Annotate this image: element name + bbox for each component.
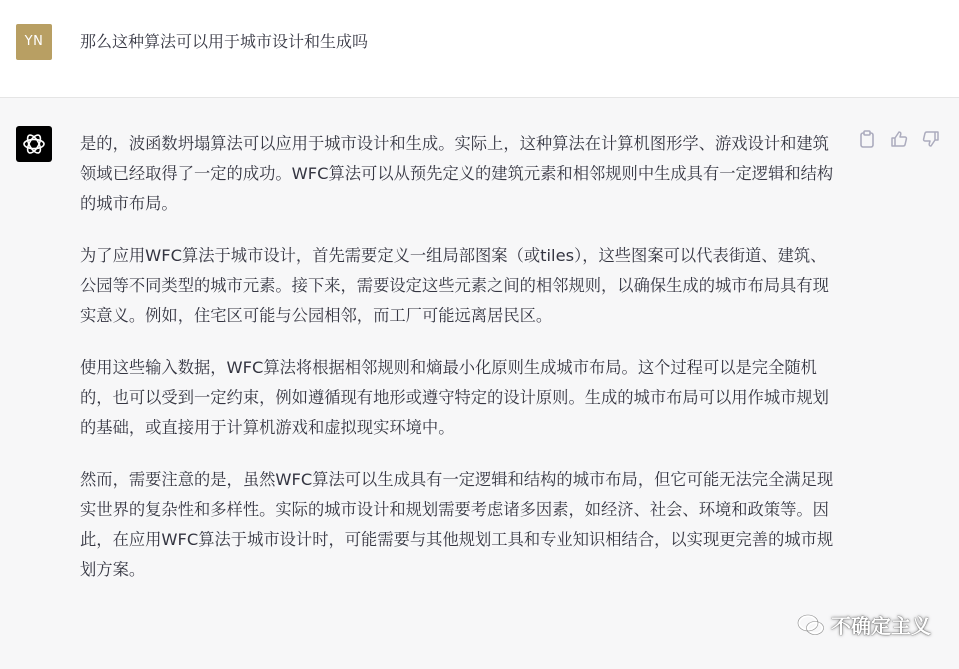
copy-button[interactable] bbox=[856, 128, 878, 150]
assistant-answer bbox=[80, 129, 840, 607]
user-message-row bbox=[0, 0, 959, 98]
clipboard-icon bbox=[859, 130, 875, 148]
thumbs-down-icon bbox=[922, 130, 940, 148]
watermark-text: 不确定主义 bbox=[831, 614, 931, 638]
openai-logo-icon bbox=[21, 131, 47, 157]
like-button[interactable] bbox=[888, 128, 910, 150]
answer-paragraph: 是的，波函数坍塌算法可以应用于城市设计和生成。实际上，这种算法在计算机图形学、游戏设计和建筑领域已经取得了一定的成功。WFC算法可以从预先定义的建筑元素和相邻规则中生成具有一定逻辑和结构的城市布局。 bbox=[80, 134, 834, 213]
answer-paragraph: 为了应用WFC算法于城市设计，首先需要定义一组局部图案（或tiles），这些图案可以代表街道、建筑、公园等不同类型的城市元素。接下来，需要设定这些元素之间的相邻规则，以确保生成的城市布局具有现实意义。例如，住宅区可能与公园相邻，而工厂可能远离居民区。 bbox=[80, 246, 829, 325]
thumbs-up-icon bbox=[890, 130, 908, 148]
wechat-icon bbox=[797, 613, 825, 637]
answer-paragraph: 使用这些输入数据，WFC算法将根据相邻规则和熵最小化原则生成城市布局。这个过程可以是完全随机的，也可以受到一定约束，例如遵循现有地形或遵守特定的设计原则。生成的城市布局可以用作城市规划的基础，或直接用于计算机游戏和虚拟现实环境中。 bbox=[80, 358, 829, 437]
user-avatar: YN bbox=[16, 24, 52, 60]
watermark bbox=[797, 610, 931, 639]
message-actions bbox=[856, 128, 952, 152]
assistant-message-row bbox=[0, 98, 959, 669]
assistant-avatar bbox=[16, 126, 52, 162]
dislike-button[interactable] bbox=[920, 128, 942, 150]
user-message-text: 那么这种算法可以用于城市设计和生成吗 bbox=[80, 32, 369, 51]
answer-paragraph: 然而，需要注意的是，虽然WFC算法可以生成具有一定逻辑和结构的城市布局，但它可能无法完全满足现实世界的复杂性和多样性。实际的城市设计和规划需要考虑诸多因素，如经济、社会、环境和政策等。因此，在应用WFC算法于城市设计时，可能需要与其他规划工具和专业知识相结合，以实现更完善的城市规划方案。 bbox=[80, 470, 834, 579]
